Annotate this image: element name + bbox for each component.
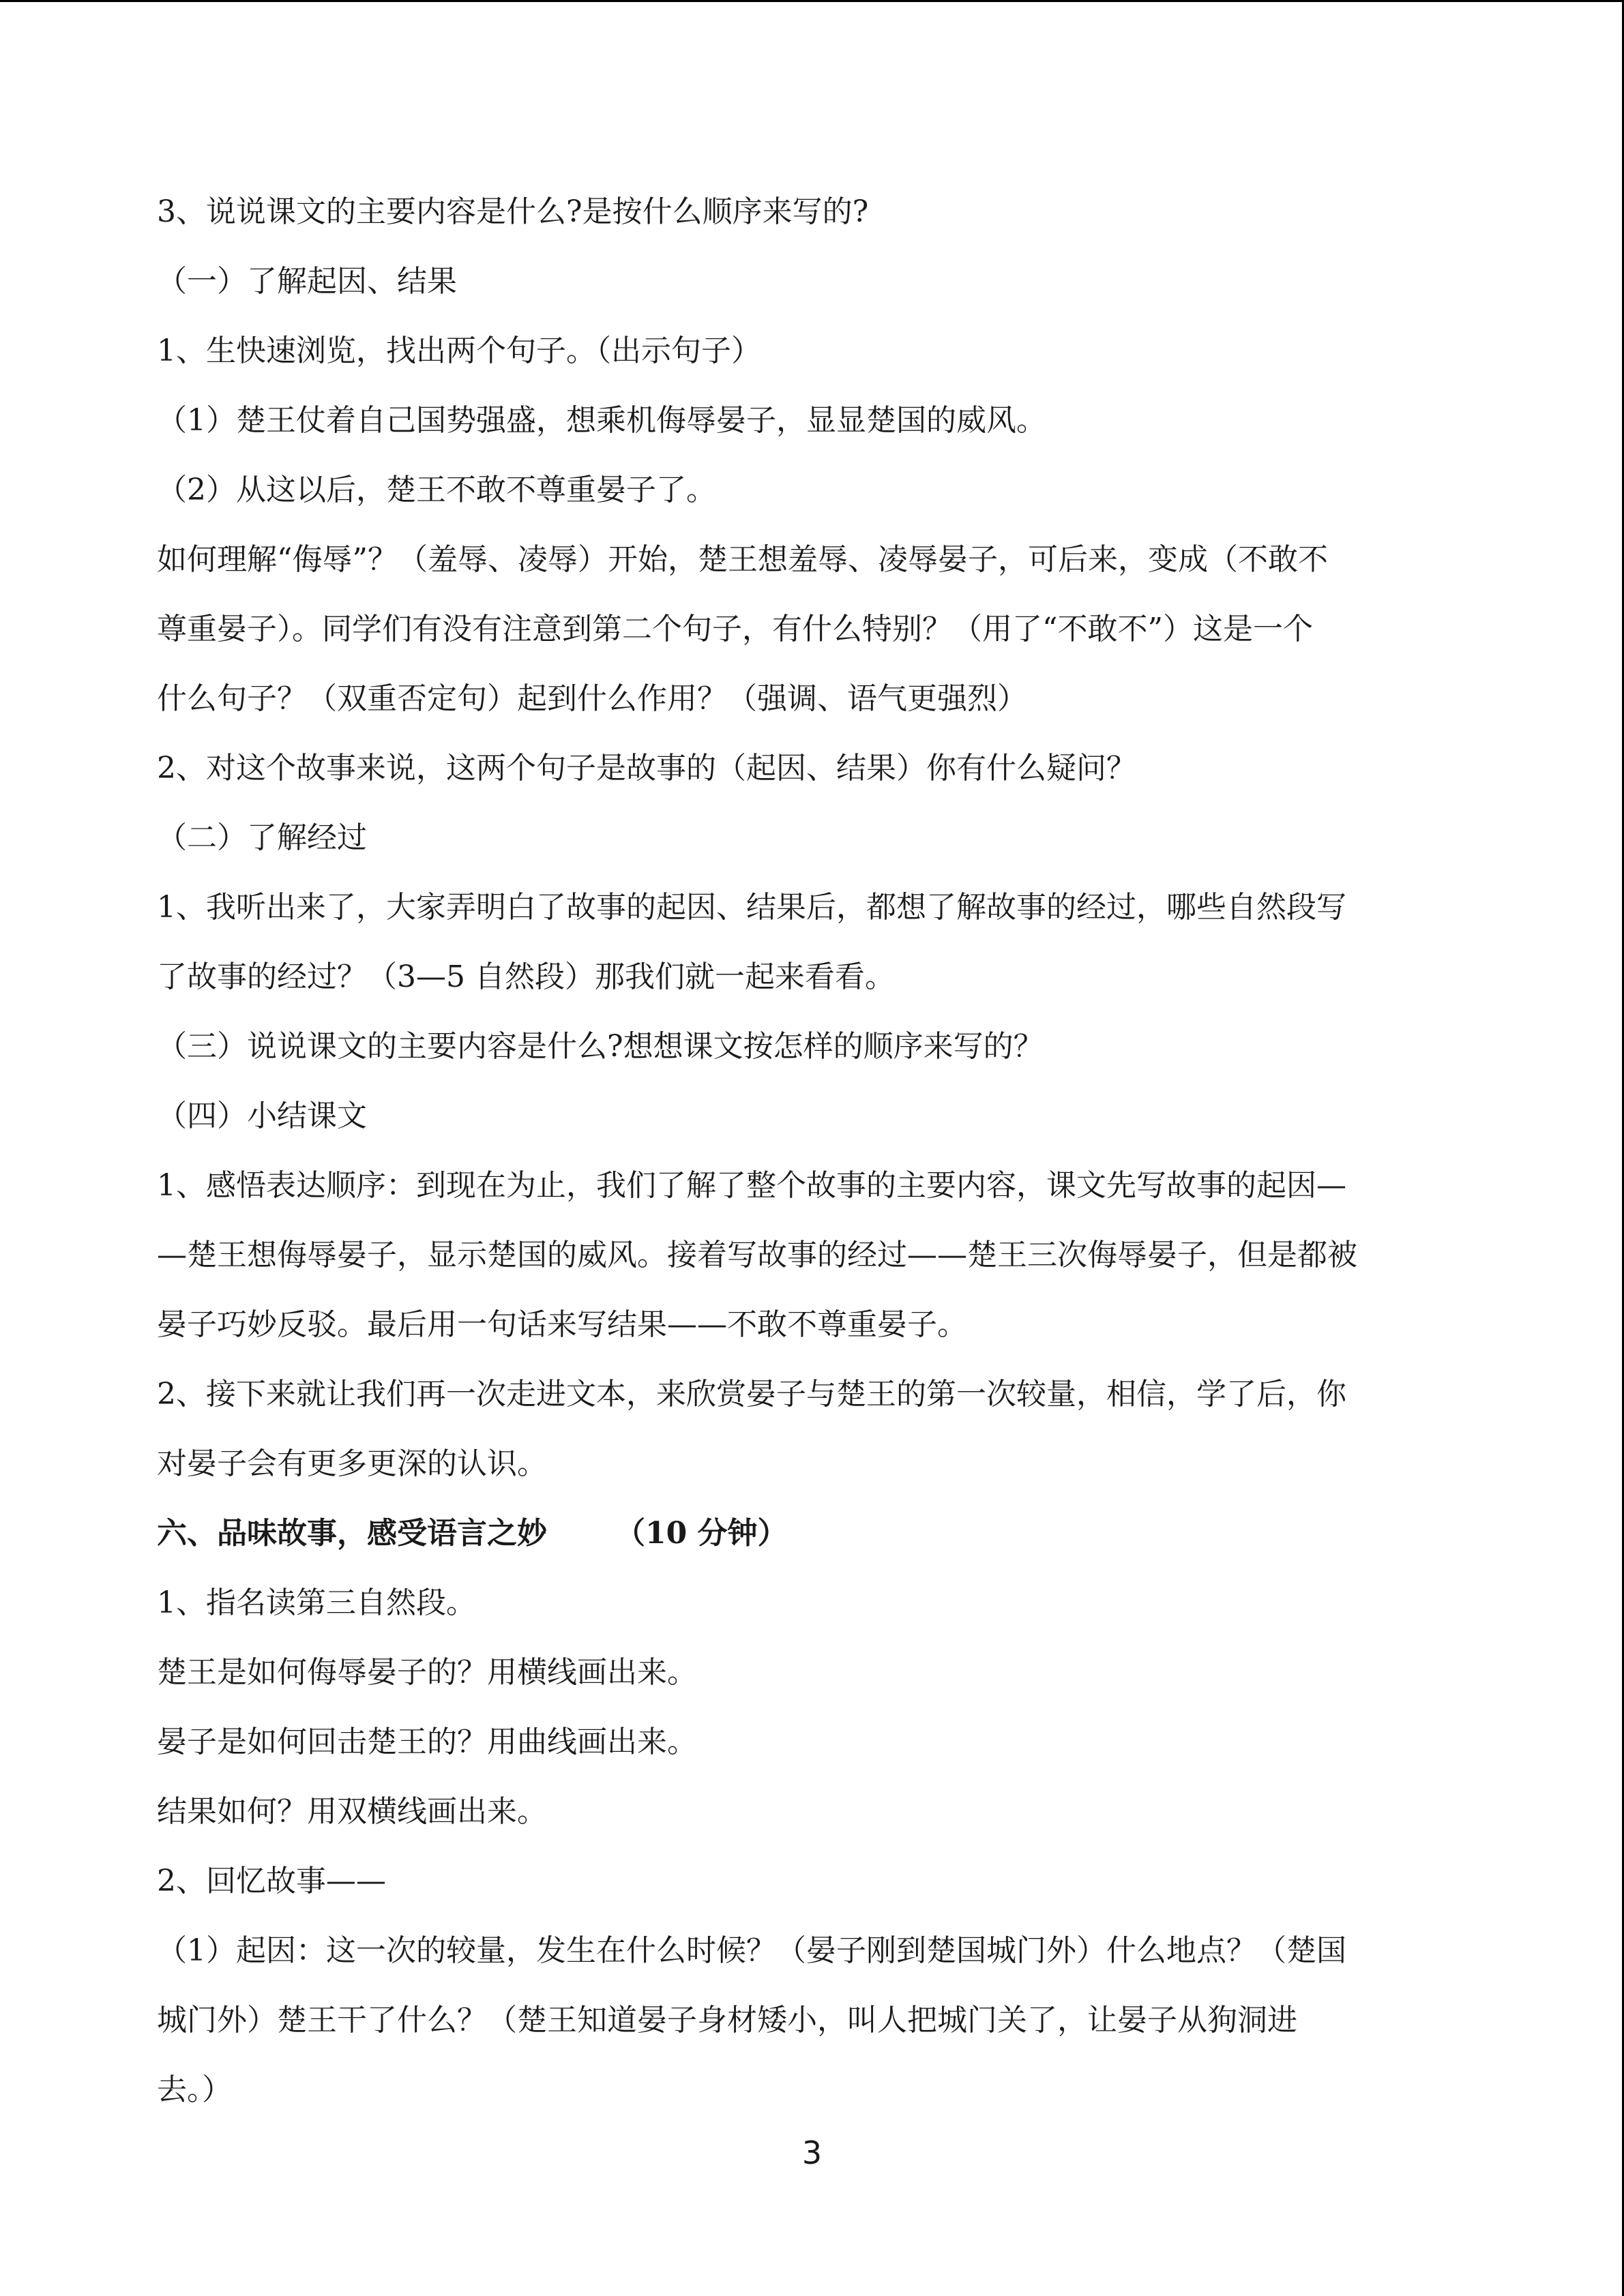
section-heading — [157, 1499, 1466, 1568]
text-line: 城门外）楚王干了什么？（楚王知道晏子身材矮小，叫人把城门关了，让晏子从狗洞进 — [157, 2003, 1297, 2038]
text-line: 去。） — [157, 2072, 232, 2107]
text-line: 2、接下来就让我们再一次走进文本，来欣赏晏子与楚王的第一次较量，相信，学了后，你 — [157, 1377, 1346, 1412]
document-body — [157, 177, 1466, 2125]
section-heading-title: 六、品味故事，感受语言之妙 — [157, 1516, 547, 1551]
text-line: 晏子巧妙反驳。最后用一句话来写结果——不敢不尊重晏子。 — [157, 1307, 967, 1342]
page-border-top — [0, 0, 1624, 2]
text-line: 2、回忆故事—— — [157, 1864, 386, 1898]
text-line: 2、对这个故事来说，这两个句子是故事的（起因、结果）你有什么疑问？ — [157, 751, 1136, 786]
text-line: 晏子是如何回击楚王的？用曲线画出来。 — [157, 1725, 697, 1759]
text-line: 1、我听出来了，大家弄明白了故事的起因、结果后，都想了解故事的经过，哪些自然段写 — [157, 890, 1346, 925]
section-heading-time: （10 分钟） — [615, 1516, 788, 1551]
text-line: 楚王是如何侮辱晏子的？用横线画出来。 — [157, 1655, 697, 1690]
text-line: 对晏子会有更多更深的认识。 — [157, 1446, 547, 1481]
subheading: （三）说说课文的主要内容是什么?想想课文按怎样的顺序来写的？ — [157, 1029, 1044, 1064]
subheading: （一）了解起因、结果 — [157, 264, 457, 299]
subheading: （二）了解经过 — [157, 820, 367, 855]
text-line: 了故事的经过？（3—5 自然段）那我们就一起来看看。 — [157, 959, 895, 994]
quoted-sentence: （2）从这以后，楚王不敢不尊重晏子了。 — [157, 473, 716, 507]
text-line: 结果如何？用双横线画出来。 — [157, 1794, 547, 1829]
text-line: 1、感悟表达顺序：到现在为止，我们了解了整个故事的主要内容，课文先写故事的起因— — [157, 1168, 1346, 1203]
text-line: （1）起因：这一次的较量，发生在什么时候？（晏子刚到楚国城门外）什么地点？（楚国 — [157, 1933, 1346, 1968]
text-line: 尊重晏子）。同学们有没有注意到第二个句子，有什么特别？（用了“不敢不”）这是一个 — [157, 612, 1313, 646]
text-line: 什么句子？（双重否定句）起到什么作用？（强调、语气更强烈） — [157, 681, 1027, 716]
text-line: 如何理解“侮辱”？（羞辱、凌辱）开始，楚王想羞辱、凌辱晏子，可后来，变成（不敢不 — [157, 542, 1328, 577]
text-line: 3、说说课文的主要内容是什么?是按什么顺序来写的? — [157, 194, 869, 229]
page-number: 3 — [801, 2134, 823, 2171]
text-line: 1、指名读第三自然段。 — [157, 1585, 476, 1620]
text-line: —楚王想侮辱晏子，显示楚国的威风。接着写故事的经过——楚王三次侮辱晏子，但是都被 — [157, 1238, 1357, 1272]
text-line: 1、生快速浏览，找出两个句子。（出示句子） — [157, 333, 761, 368]
subheading: （四）小结课文 — [157, 1099, 367, 1133]
quoted-sentence: （1）楚王仗着自己国势强盛，想乘机侮辱晏子，显显楚国的威风。 — [157, 403, 1046, 438]
